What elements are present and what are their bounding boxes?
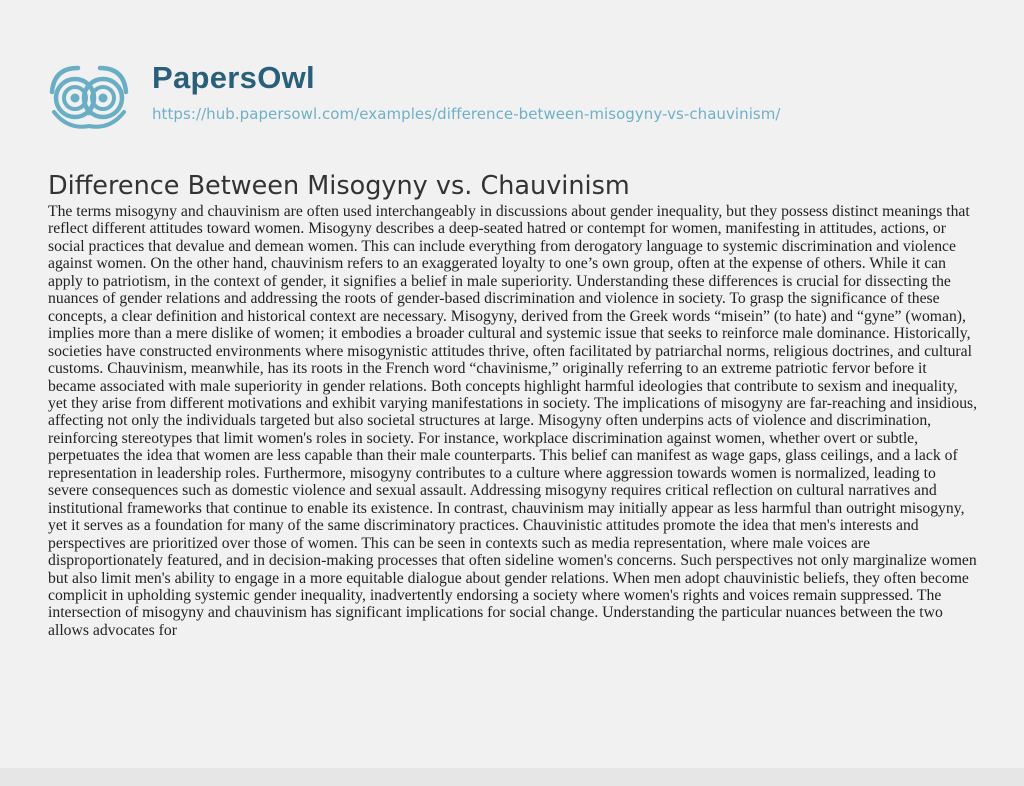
header xyxy=(0,0,1024,150)
document-body: The terms misogyny and chauvinism are often used interchangeably in discussions about gender inequality, but they possess distinct meanings that reflect different attitudes toward women. Misogyny describes a deep-seated hatred or contempt for women, manifesting in attitudes, actions, or social practices that devalue and demean women. This can include everything from derogatory language to systemic discrimination and violence against women. On the other hand, chauvinism refers to an exaggerated loyalty to one’s own group, often at the expense of others. While it can apply to patriotism, in the context of gender, it signifies a belief in male superiority. Understanding these differences is crucial for dissecting the nuances of gender relations and addressing the roots of gender-based discrimination and violence in society. To grasp the significance of these concepts, a clear definition and historical context are necessary. Misogyny, derived from the Greek words “misein” (to hate) and “gyne” (woman), implies more than a mere dislike of women; it embodies a broader cultural and systemic issue that seeks to reinforce male dominance. Historically, societies have constructed environments where misogynistic attitudes thrive, often facilitated by patriarchal norms, religious doctrines, and cultural customs. Chauvinism, meanwhile, has its roots in the French word “chavinisme,” originally referring to an extreme patriotic fervor before it became associated with male superiority in gender relations. Both concepts highlight harmful ideologies that contribute to sexism and inequality, yet they arise from different motivations and exhibit varying manifestations in society. The implications of misogyny are far-reaching and insidious, affecting not only the individuals targeted but also societal structures at large. Misogyny often underpins acts of violence and discrimination, reinforcing stereotypes that limit women's roles in society. For instance, workplace discrimination against women, whether overt or subtle, perpetuates the idea that women are less capable than their male counterparts. This belief can manifest as wage gaps, glass ceilings, and a lack of representation in leadership roles. Furthermore, misogyny contributes to a culture where aggression towards women is normalized, leading to severe consequences such as domestic violence and sexual assault. Addressing misogyny requires critical reflection on cultural narratives and institutional frameworks that continue to enable its existence. In contrast, chauvinism may initially appear as less harmful than outright misogyny, yet it serves as a foundation for many of the same discriminatory practices. Chauvinistic attitudes promote the idea that men's interests and perspectives are prioritized over those of women. This can be seen in contexts such as media representation, where male voices are disproportionately featured, and in decision-making processes that often sideline women's concerns. Such perspectives not only marginalize women but also limit men's ability to engage in a more equitable dialogue about gender relations. When men adopt chauvinistic beliefs, they often become complicit in upholding systemic gender inequality, inadvertently endorsing a society where women's rights and voices remain suppressed. The intersection of misogyny and chauvinism has significant implications for social change. Understanding the particular nuances between the two allows advocates for xyxy=(48,203,978,639)
document-title: Difference Between Misogyny vs. Chauvinism xyxy=(48,171,630,201)
owl-logo-icon[interactable] xyxy=(44,62,134,130)
footer-strip xyxy=(0,768,1024,786)
source-url-link[interactable]: https://hub.papersowl.com/examples/difference-between-misogyny-vs-chauvinism/ xyxy=(152,105,781,123)
brand-name[interactable]: PapersOwl xyxy=(152,60,315,95)
